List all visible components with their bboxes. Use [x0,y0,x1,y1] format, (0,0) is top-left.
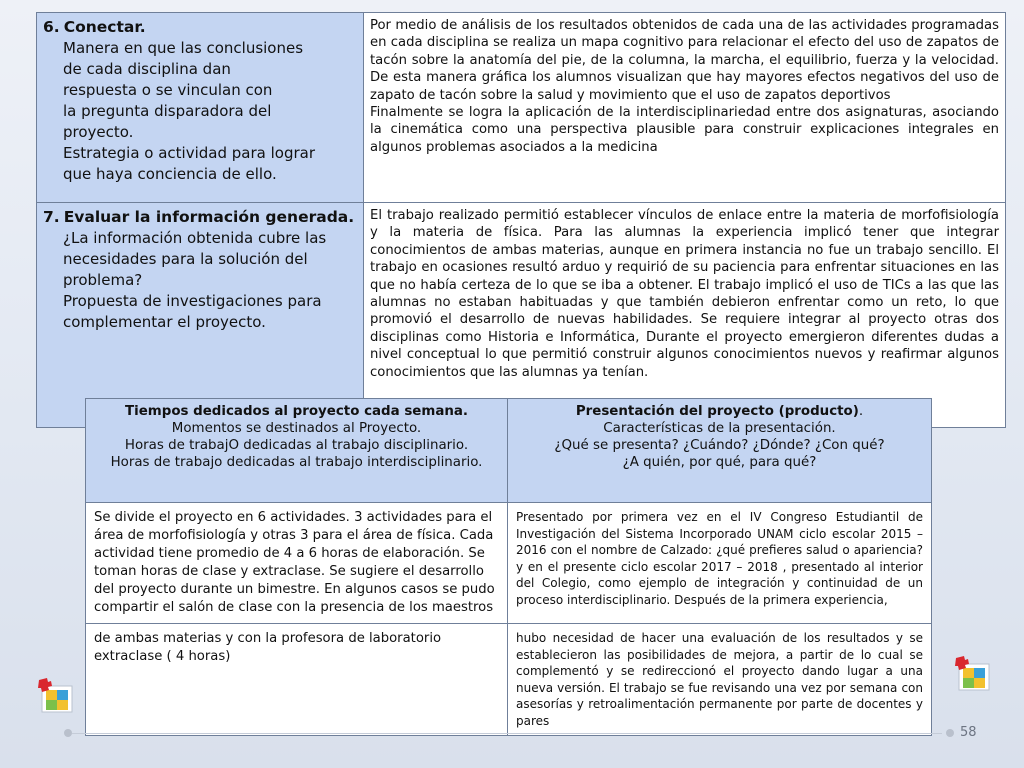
puzzle-icon [955,654,991,690]
step-line: que haya conciencia de ello. [63,165,277,183]
footer-dot [64,729,72,737]
header-line: ¿Qué se presenta? ¿Cuándo? ¿Dónde? ¿Con qué? [554,438,885,453]
step-line: proyecto. [63,123,134,141]
step-line: la pregunta disparadora del [63,102,272,120]
table-row [86,624,932,736]
header-title: Presentación del proyecto (producto) [575,404,859,419]
step-line: Manera en que las conclusiones [63,39,304,57]
step-line: necesidades para la solución del [63,250,308,268]
presentation-cell: Presentado por primera vez en el IV Congreso Estudiantil de Investigación del Sistema Incorporado UNAM ciclo escolar 2015 – 2016 con el nombre de Calzado: ¿qué prefieres salud o apariencia? y en el presente ciclo escolar 2017 – 2018 , presentado al interior del Colegio, como ejemplo de integración y continuidad de un proceso interdisciplinario. Después de la primera experiencia, [508,503,932,624]
page-number: 58 [960,725,977,740]
table-row [37,203,1006,428]
table-row [37,13,1006,203]
header-line: ¿A quién, por qué, para qué? [622,455,817,470]
presentation-cell: hubo necesidad de hacer una evaluación de los resultados y se establecieron las posibilidades de mejora, a partir de lo cual se complementó y se redireccionó el proyecto dando lugar a una nueva versión. El trabajo se fue revisando una vez por semana con asesorías y retroalimentación permanente por parte de docentes y pares [508,624,932,736]
step-line: de cada disciplina dan [63,60,231,78]
step-line: problema? [63,271,143,289]
step-cell [37,203,364,428]
step-line: Estrategia o actividad para lograr [63,144,316,162]
footer-line [72,733,942,734]
time-cell: de ambas materias y con la profesora de laboratorio extraclase ( 4 horas) [86,624,508,736]
step-line: complementar el proyecto. [63,313,266,331]
step-title: Conectar. [63,18,146,36]
step-line: Propuesta de investigaciones para [63,292,322,310]
step-heading [43,207,357,228]
header-line: Características de la presentación. [603,421,836,436]
step-line: respuesta o se vinculan con [63,81,273,99]
step-cell [37,13,364,203]
header-line: Momentos se destinados al Proyecto. [171,421,422,436]
presentation-header-cell [508,399,932,503]
time-header-cell [86,399,508,503]
step-line: ¿La información obtenida cubre las [63,229,327,247]
footer-dot [946,729,954,737]
step-description [43,228,357,333]
detail-paragraph: Por medio de análisis de los resultados obtenidos de cada una de las actividades programadas en cada disciplina se realiza un mapa cognitivo para relacionar el efecto del uso de zapatos de tacón sobre la anatomía del pie, de la columna, la marcha, el equilibrio, fuerza y la velocidad. De esta manera gráfica los alumnos visualizan que hay mayores efectos negativos del uso de zapato de tacón sobre la salud y movimiento que el uso de zapatos deportivos [370,18,999,103]
step-detail-cell [364,13,1006,203]
detail-paragraph: Finalmente se logra la aplicación de la interdisciplinariedad entre dos asignaturas, asociando la cinemática como una perspectiva plausible para construir explicaciones integrales en algunos problemas asociados a la medicina [370,105,999,155]
step-heading [43,17,357,38]
header-title-suffix: . [858,404,864,419]
header-line: Horas de trabajo dedicadas al trabajo interdisciplinario. [110,455,483,470]
detail-paragraph: El trabajo realizado permitió establecer vínculos de enlace entre la materia de morfofisiología y la materia de física. Para las alumnas la experiencia implicó tener que integrar conocimientos de ambas materias, aunque en primera instancia no fue un trabajo sencillo. El trabajo en ocasiones resultó arduo y requirió de su paciencia para enfrentar situaciones en las que no había certeza de lo que se iba a obtener. El trabajo implicó el uso de TICs a las que las alumnas no estaban habituadas y que también debieron enfrentar como un reto, lo que promovió el desarrollo de nuevas habilidades. Se requiere integrar al proyecto otras dos disciplinas como Historia e Informática, Durante el proyecto emergieron diferentes dudas a nivel conceptual lo que permitió construir algunos conocimientos nuevos y reafirmar algunos conocimientos que las alumnas ya tenían. [370,208,999,380]
header-title: Tiempos dedicados al proyecto cada semana. [124,404,469,419]
table-header-row [86,399,932,503]
step-number: 6. [43,18,60,36]
process-steps-table [36,12,1006,428]
step-title: Evaluar la información generada. [63,208,355,226]
step-detail-cell [364,203,1006,428]
table-row [86,503,932,624]
step-number: 7. [43,208,60,226]
step-description [43,38,357,185]
puzzle-icon [38,676,74,712]
time-cell: Se divide el proyecto en 6 actividades. 3 actividades para el área de morfofisiología y otras 3 para el área de física. Cada actividad tiene promedio de 4 a 6 horas de elaboración. Se toman horas de clase y extraclase. Se sugiere el desarrollo del proyecto durante un bimestre. En algunos casos se pudo compartir el salón de clase con la presencia de los maestros [86,503,508,624]
header-line: Horas de trabajO dedicadas al trabajo disciplinario. [124,438,469,453]
project-time-table [85,398,932,736]
